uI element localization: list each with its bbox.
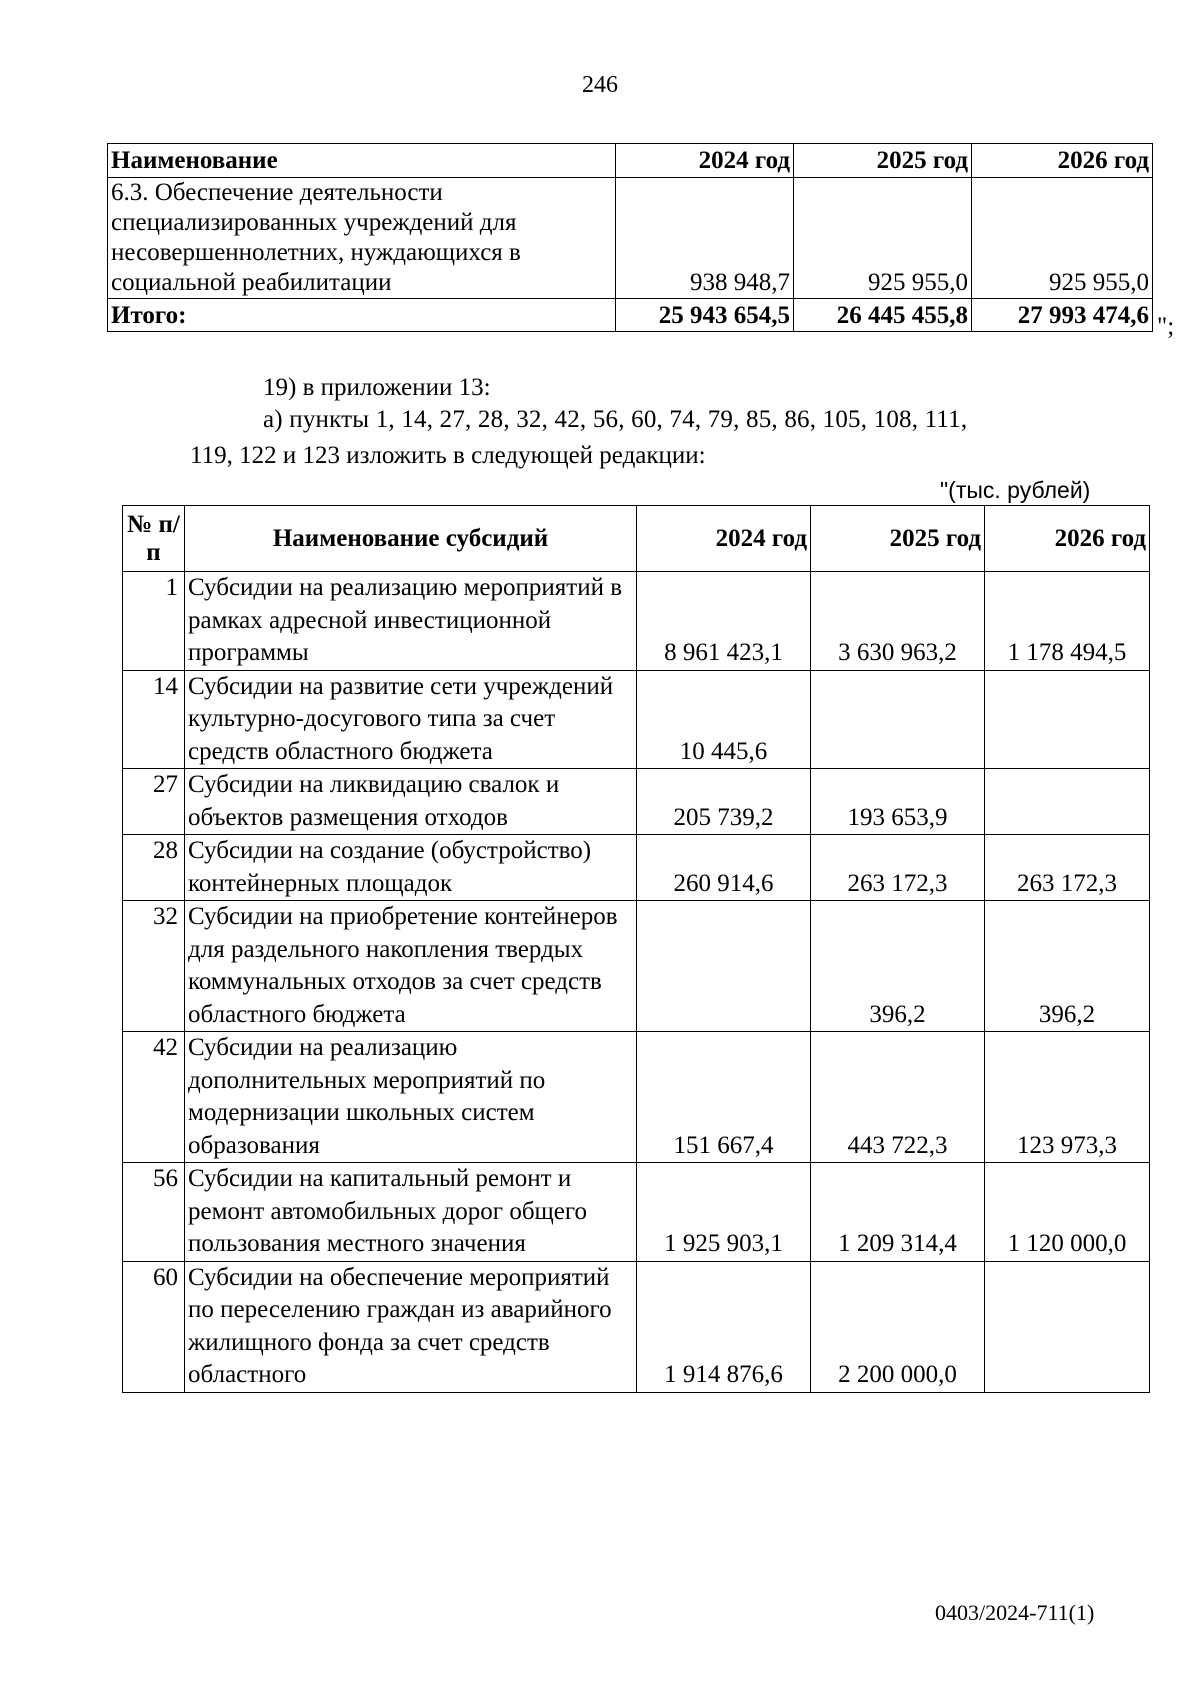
total-2025: 26 445 455,8 [794, 299, 972, 332]
header-name: Наименование [108, 144, 616, 178]
row-value-2026 [985, 1261, 1150, 1392]
row-value-2024: 938 948,7 [616, 178, 794, 299]
row-number: 60 [123, 1261, 185, 1392]
row-value-2025: 263 172,3 [811, 835, 985, 901]
row-value-2025: 443 722,3 [811, 1032, 985, 1163]
paragraph-subitem-a-continued: 119, 122 и 123 изложить в следующей редакции: [190, 442, 706, 469]
header-2024: 2024 год [616, 144, 794, 178]
table-row [123, 769, 1150, 835]
table-row [123, 670, 1150, 769]
row-subsidy-name: Субсидии на приобретение контейнеров для раздельного накопления твердых коммунальных отходов за счет средств областного бюджета [185, 901, 637, 1032]
paragraph-item-19: 19) в приложении 13: [263, 374, 491, 401]
row-value-2024: 151 667,4 [637, 1032, 811, 1163]
total-row [108, 299, 1153, 332]
total-2026: 27 993 474,6 [972, 299, 1153, 332]
total-2024: 25 943 654,5 [616, 299, 794, 332]
row-subsidy-name: Субсидии на создание (обустройство) контейнерных площадок [185, 835, 637, 901]
table-row [123, 835, 1150, 901]
table-header-row [123, 506, 1150, 572]
row-value-2025: 396,2 [811, 901, 985, 1032]
table-row [123, 572, 1150, 671]
unit-label: "(тыс. рублей) [940, 477, 1091, 503]
row-value-2026: 925 955,0 [972, 178, 1153, 299]
row-value-2025: 1 209 314,4 [811, 1163, 985, 1262]
row-value-2024: 10 445,6 [637, 670, 811, 769]
row-subsidy-name: Субсидии на реализацию дополнительных мероприятий по модернизации школьных систем образования [185, 1032, 637, 1163]
row-subsidy-name: Субсидии на развитие сети учреждений культурно-досугового типа за счет средств областного бюджета [185, 670, 637, 769]
row-number: 32 [123, 901, 185, 1032]
row-value-2024: 8 961 423,1 [637, 572, 811, 671]
subsidies-table [122, 505, 1150, 1393]
row-value-2025: 3 630 963,2 [811, 572, 985, 671]
row-subsidy-name: Субсидии на капитальный ремонт и ремонт автомобильных дорог общего пользования местного значения [185, 1163, 637, 1262]
row-subsidy-name: Субсидии на реализацию мероприятий в рамках адресной инвестиционной программы [185, 572, 637, 671]
row-value-2025 [811, 670, 985, 769]
table-row [123, 1261, 1150, 1392]
row-value-2026: 1 120 000,0 [985, 1163, 1150, 1262]
row-value-2024: 260 914,6 [637, 835, 811, 901]
header-subsidy-name: Наименование субсидий [185, 506, 637, 572]
row-number: 27 [123, 769, 185, 835]
row-value-2025: 925 955,0 [794, 178, 972, 299]
row-number: 56 [123, 1163, 185, 1262]
row-value-2026: 396,2 [985, 901, 1150, 1032]
table-row [123, 1032, 1150, 1163]
table-row [108, 178, 1153, 299]
table-row [123, 901, 1150, 1032]
total-label: Итого: [108, 299, 616, 332]
row-number: 28 [123, 835, 185, 901]
header-2025: 2025 год [794, 144, 972, 178]
header-2025: 2025 год [811, 506, 985, 572]
row-value-2024: 1 914 876,6 [637, 1261, 811, 1392]
row-value-2026: 123 973,3 [985, 1032, 1150, 1163]
header-number: № п/п [123, 506, 185, 572]
table-header-row [108, 144, 1153, 178]
summary-table [107, 143, 1153, 332]
row-subsidy-name: Субсидии на ликвидацию свалок и объектов размещения отходов [185, 769, 637, 835]
row-value-2024: 1 925 903,1 [637, 1163, 811, 1262]
row-subsidy-name: Субсидии на обеспечение мероприятий по переселению граждан из аварийного жилищного фонда за счет средств областного [185, 1261, 637, 1392]
row-value-2025: 193 653,9 [811, 769, 985, 835]
row-number: 1 [123, 572, 185, 671]
closing-quote: "; [1157, 313, 1175, 340]
header-2024: 2024 год [637, 506, 811, 572]
page-number: 246 [582, 72, 618, 98]
row-value-2026: 1 178 494,5 [985, 572, 1150, 671]
row-value-2026 [985, 670, 1150, 769]
row-value-2024: 205 739,2 [637, 769, 811, 835]
table-row [123, 1163, 1150, 1262]
row-value-2026 [985, 769, 1150, 835]
row-number: 42 [123, 1032, 185, 1163]
header-2026: 2026 год [972, 144, 1153, 178]
row-value-2026: 263 172,3 [985, 835, 1150, 901]
row-number: 14 [123, 670, 185, 769]
row-value-2025: 2 200 000,0 [811, 1261, 985, 1392]
row-value-2024 [637, 901, 811, 1032]
paragraph-subitem-a: а) пункты 1, 14, 27, 28, 32, 42, 56, 60, 74, 79, 85, 86, 105, 108, 111, [263, 406, 968, 433]
header-2026: 2026 год [985, 506, 1150, 572]
document-code: 0403/2024-711(1) [935, 1600, 1095, 1625]
row-name: 6.3. Обеспечение деятельности специализированных учреждений для несовершеннолетних, нуждающихся в социальной реабилитации [108, 178, 616, 299]
